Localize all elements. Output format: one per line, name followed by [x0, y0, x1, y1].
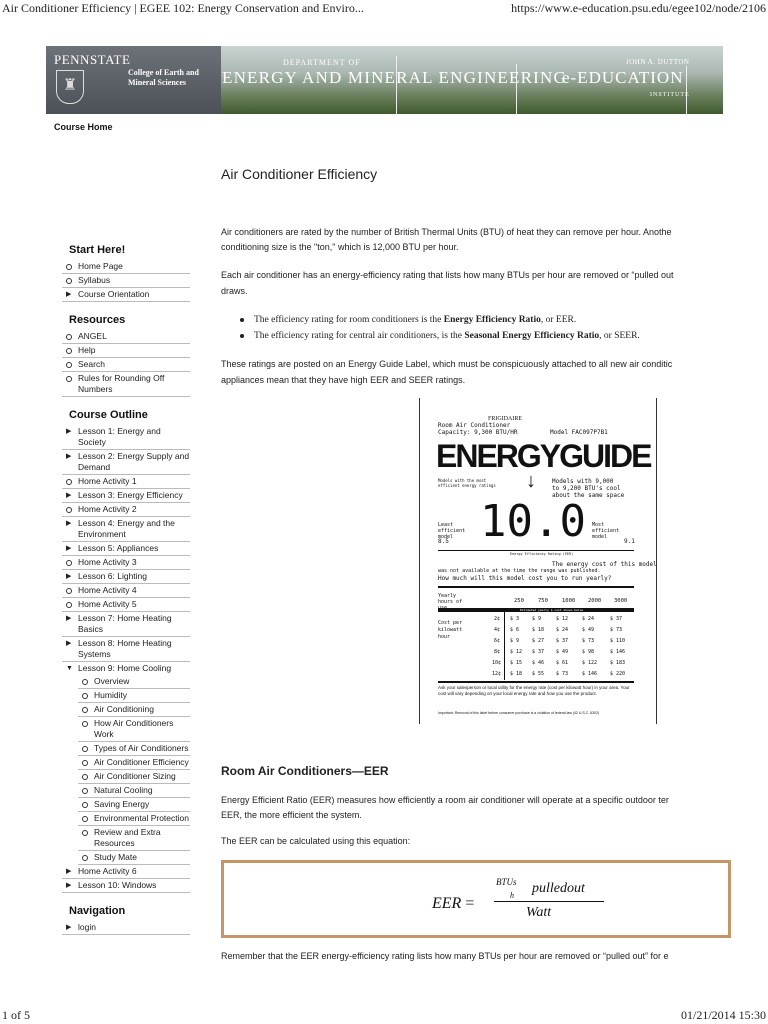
- sidebar-item-label: login: [78, 922, 96, 932]
- sidebar-item-label: Review and Extra Resources: [94, 827, 161, 848]
- sidebar-item-label: Help: [78, 345, 96, 355]
- eedu-institute: INSTITUTE: [650, 92, 690, 98]
- equation-lhs: EER =: [432, 895, 475, 912]
- sidebar-subitem-ac-sizing[interactable]: [78, 770, 190, 784]
- label-row-val: $ 27: [532, 638, 545, 644]
- label-table-bottom-rule: [438, 681, 634, 683]
- bullet-icon: [66, 376, 72, 382]
- label-row-rate: 4¢: [494, 627, 501, 633]
- label-row-val: $ 6: [510, 627, 520, 633]
- print-page-number: 1 of 5: [2, 1008, 30, 1022]
- bullet-term-eer: Energy Efficiency Ratio: [443, 315, 541, 325]
- dept-name: ENERGY AND MINERAL ENGINEERING: [222, 68, 567, 87]
- label-table-divider: [504, 612, 505, 680]
- sidebar-item-label: How Air Conditioners Work: [94, 718, 174, 739]
- bullet-icon: [82, 693, 88, 699]
- sidebar-subitem-saving-energy[interactable]: [78, 798, 190, 812]
- psu-shield-icon: ♜: [56, 70, 84, 104]
- label-row-val: $ 37: [610, 616, 623, 622]
- sidebar-item-home-activity-5[interactable]: [62, 598, 190, 612]
- sidebar-item-label: Course Orientation: [78, 289, 150, 299]
- sidebar-item-angel[interactable]: [62, 330, 190, 344]
- chevron-right-icon: ▶: [66, 868, 72, 875]
- sidebar-item-label: Lesson 10: Windows: [78, 880, 157, 890]
- label-row-val: $ 46: [532, 660, 545, 666]
- label-row-rate: 2¢: [494, 616, 501, 622]
- sidebar-subitem-overview[interactable]: [78, 675, 190, 689]
- label-row-val: $ 73: [556, 671, 569, 677]
- sidebar-item-lesson-9[interactable]: [62, 662, 190, 675]
- label-row-val: $ 110: [610, 638, 626, 644]
- label-row-rate: 8¢: [494, 649, 501, 655]
- paragraph-btu-line1: Air conditioners are rated by the number of British Thermal Units (BTU) of heat they can remove per hour. Anothe: [221, 227, 672, 237]
- label-table-top-rule: [438, 586, 634, 588]
- sidebar-item-label: Lesson 7: Home Heating Basics: [78, 613, 172, 634]
- bullet-icon: [66, 507, 72, 513]
- energy-guide-label-image: [419, 398, 657, 724]
- label-row-val: $ 49: [582, 627, 595, 633]
- sidebar-item-home-activity-6[interactable]: [62, 865, 190, 879]
- label-compare-right-3: about the same space: [552, 492, 625, 499]
- sidebar-subitem-how-ac-work[interactable]: [78, 717, 190, 742]
- bullet-icon: [82, 707, 88, 713]
- label-least-value: 8.5: [438, 538, 449, 545]
- label-row-val: $ 122: [582, 660, 598, 666]
- sidebar-item-label: Lesson 8: Home Heating Systems: [78, 638, 172, 659]
- page-title: Air Conditioner Efficiency: [221, 166, 378, 182]
- sidebar-subitem-humidity[interactable]: [78, 689, 190, 703]
- bullet-icon: [82, 788, 88, 794]
- label-capacity: Capacity: 9,300 BTU/HR: [438, 429, 518, 436]
- sidebar-item-lesson-4[interactable]: [62, 517, 190, 542]
- chevron-right-icon: ▶: [66, 640, 72, 647]
- equation-pulledout: pulledout: [532, 881, 585, 896]
- sidebar-item-lesson-7[interactable]: [62, 612, 190, 637]
- sidebar-item-lesson-10[interactable]: [62, 879, 190, 893]
- chevron-right-icon: ▶: [66, 615, 72, 622]
- sidebar-heading-start-here: Start Here!: [69, 244, 126, 256]
- print-footer: [0, 1006, 768, 1024]
- label-hours-1000: 1000: [562, 598, 576, 604]
- bullet-icon: [66, 362, 72, 368]
- sidebar-item-label: Lesson 4: Energy and the Environment: [78, 518, 175, 539]
- sidebar-item-label: Overview: [94, 676, 130, 686]
- label-row-rate: 10¢: [492, 660, 502, 666]
- label-most-efficient: Most efficient model: [592, 522, 620, 540]
- paragraph-eer-equation-intro: The EER can be calculated using this equation:: [221, 836, 411, 846]
- paragraph-eer-reminder: Remember that the EER energy-efficiency rating lists how many BTUs per hour are removed or “pulled out” for e: [221, 951, 669, 961]
- eedu-name: e-EDUCATION: [562, 68, 684, 87]
- label-row-val: $ 37: [532, 649, 545, 655]
- sidebar-item-lesson-2[interactable]: [62, 450, 190, 475]
- bullet-icon: [66, 602, 72, 608]
- sidebar-heading-resources: Resources: [69, 314, 126, 326]
- paragraph-rating-line2: draws.: [221, 286, 248, 296]
- sidebar-item-lesson-3[interactable]: [62, 489, 190, 503]
- sidebar-item-home-activity-2[interactable]: [62, 503, 190, 517]
- print-page-url: https://www.e-education.psu.edu/egee102/node/2106: [511, 1, 766, 15]
- print-datetime: 01/21/2014 15:30: [680, 1008, 766, 1022]
- label-model: Model FAC097P7B1: [550, 429, 608, 436]
- label-compare-right-2: to 9,200 BTU's cool: [552, 485, 621, 492]
- label-row-rate: 12¢: [492, 671, 502, 677]
- chevron-right-icon: ▶: [66, 924, 72, 931]
- label-row-val: $ 183: [610, 660, 626, 666]
- college-name: College of Earth and Mineral Sciences: [128, 68, 199, 87]
- sidebar-course-outline: [62, 409, 190, 893]
- chevron-right-icon: ▶: [66, 291, 72, 298]
- bullet-icon: [66, 278, 72, 284]
- bullet-icon: [66, 348, 72, 354]
- bullet-icon: [82, 774, 88, 780]
- label-eer-value: 10.0: [480, 496, 586, 547]
- bullet-icon: [66, 479, 72, 485]
- label-compare-right-1: Models with 9,000: [552, 478, 614, 485]
- chevron-right-icon: ▶: [66, 453, 72, 460]
- bullet-icon: [82, 760, 88, 766]
- paragraph-label-line1: These ratings are posted on an Energy Guide Label, which must be conspicuously attached to all new air conditic: [221, 359, 673, 369]
- label-hours-250: 250: [514, 598, 524, 604]
- bullet-icon: [66, 264, 72, 270]
- label-row-val: $ 37: [556, 638, 569, 644]
- sidebar-item-label: Search: [78, 359, 105, 369]
- sidebar-subitem-natural-cooling[interactable]: [78, 784, 190, 798]
- label-cost-line2: was not available at the time the range was published.: [438, 568, 601, 574]
- label-scale-caption: Energy Efficiency Rating (EER): [510, 552, 574, 556]
- sidebar-item-home-activity-4[interactable]: [62, 584, 190, 598]
- equation-watt: Watt: [526, 905, 552, 920]
- sidebar-start-here: [62, 244, 190, 302]
- breadcrumb-course-home[interactable]: Course Home: [54, 122, 113, 132]
- chevron-right-icon: ▶: [66, 428, 72, 435]
- label-most-value: 9.1: [624, 538, 635, 545]
- print-page-title: Air Conditioner Efficiency | EGEE 102: Energy Conservation and Enviro...: [2, 1, 364, 15]
- label-row-val: $ 18: [510, 671, 523, 677]
- label-cost-line1: The energy cost of this model: [552, 561, 657, 568]
- sidebar-item-label: Natural Cooling: [94, 785, 153, 795]
- sidebar-item-label: Lesson 9: Home Cooling: [78, 663, 172, 673]
- sidebar-heading-navigation: Navigation: [69, 905, 126, 917]
- label-row-val: $ 24: [556, 627, 569, 633]
- sidebar-item-syllabus[interactable]: [62, 274, 190, 288]
- sidebar-item-label: Saving Energy: [94, 799, 150, 809]
- bullet-icon: [66, 560, 72, 566]
- paragraph-label-line2: appliances mean that they have high EER and SEER ratings.: [221, 375, 466, 385]
- bullet-icon: [82, 679, 88, 685]
- equation-h: h: [510, 891, 514, 900]
- label-scale-line: [438, 550, 634, 551]
- sidebar-item-label: Types of Air Conditioners: [94, 743, 189, 753]
- sidebar-item-lesson-8[interactable]: [62, 637, 190, 662]
- sidebar-item-course-orientation[interactable]: [62, 288, 190, 302]
- bullet-icon: [82, 802, 88, 808]
- sidebar-item-home-activity-3[interactable]: [62, 556, 190, 570]
- sidebar-subitem-ac-efficiency[interactable]: [78, 756, 190, 770]
- equation-fraction-bar: [494, 901, 604, 902]
- label-row-val: $ 220: [610, 671, 626, 677]
- sidebar-item-label: Syllabus: [78, 275, 111, 285]
- sidebar-item-home-page[interactable]: [62, 260, 190, 274]
- label-row-val: $ 61: [556, 660, 569, 666]
- bullet-icon: [82, 746, 88, 752]
- label-row-val: $ 18: [532, 627, 545, 633]
- bullet-text: The efficiency rating for room conditioners is the: [254, 315, 444, 325]
- label-compare-left: Models with the most efficient energy ratings: [438, 478, 496, 488]
- bullet-icon: [82, 721, 88, 727]
- label-row-val: $ 49: [556, 649, 569, 655]
- paragraph-rating-line1: Each air conditioner has an energy-efficiency rating that lists how many BTUs per hour are removed or “pulled out: [221, 270, 674, 280]
- label-cost-question: How much will this model cost you to run yearly?: [438, 575, 612, 582]
- paragraph-btu-line2: conditioning size is the "ton," which is 12,000 BTU per hour.: [221, 242, 459, 252]
- label-hours-label: Yearly hours of: [438, 593, 463, 605]
- bullet-icon: [66, 588, 72, 594]
- bullet-icon: [82, 816, 88, 822]
- sidebar-item-label: Lesson 6: Lighting: [78, 571, 147, 581]
- chevron-right-icon: ▶: [66, 882, 72, 889]
- label-energyguide-title: ENERGYGUIDE: [436, 438, 651, 474]
- sidebar-item-label: Air Conditioner Efficiency: [94, 757, 189, 767]
- sidebar-item-rounding-rules[interactable]: [62, 372, 190, 397]
- sidebar-item-label: Study Mate: [94, 852, 137, 862]
- sidebar-item-help[interactable]: [62, 344, 190, 358]
- label-row-val: $ 73: [582, 638, 595, 644]
- label-row-val: $ 12: [510, 649, 523, 655]
- label-hours-750: 750: [538, 598, 548, 604]
- bullet-icon: [82, 855, 88, 861]
- chevron-down-icon: ▼: [66, 665, 73, 672]
- paragraph-eer-line2: EER, the more efficient the system.: [221, 810, 362, 820]
- label-foot-note: Ask your salesperson or local utility for the energy rate (cost per kilowatt hour) in your area. Your cost will vary depending on your local energy rate and how you use the product.: [438, 685, 630, 696]
- label-row-val: $ 12: [556, 616, 569, 622]
- sidebar-item-label: Lesson 1: Energy and Society: [78, 426, 161, 447]
- label-row-val: $ 73: [610, 627, 623, 633]
- sidebar-item-label: Lesson 3: Energy Efficiency: [78, 490, 183, 500]
- label-row-val: $ 98: [582, 649, 595, 655]
- label-row-val: $ 9: [532, 616, 542, 622]
- sidebar-item-search[interactable]: [62, 358, 190, 372]
- sidebar-item-label: Home Activity 1: [78, 476, 137, 486]
- label-row-val: $ 9: [510, 638, 520, 644]
- sidebar-item-label: Home Activity 5: [78, 599, 137, 609]
- sidebar-item-label: Lesson 5: Appliances: [78, 543, 159, 553]
- label-row-val: $ 146: [582, 671, 598, 677]
- label-row-val: $ 3: [510, 616, 520, 622]
- psu-logo-block[interactable]: [46, 46, 221, 114]
- sidebar-item-label: ANGEL: [78, 331, 107, 341]
- sidebar-subitem-review[interactable]: [78, 826, 190, 851]
- paragraph-eer-line1: Energy Efficient Ratio (EER) measures how efficiently a room air conditioner will operate at a specific outdoor ter: [221, 795, 669, 805]
- label-hours-2000: 2000: [588, 598, 602, 604]
- sidebar-subitem-air-conditioning[interactable]: [78, 703, 190, 717]
- chevron-right-icon: ▶: [66, 520, 72, 527]
- equation-btus: BTUs: [496, 877, 517, 887]
- site-banner[interactable]: [46, 46, 723, 114]
- sidebar-item-home-activity-1[interactable]: [62, 475, 190, 489]
- bullet-seer: [240, 328, 640, 344]
- psu-wordmark: PENNSTATE: [54, 52, 131, 67]
- label-row-rate: 6¢: [494, 638, 501, 644]
- label-product: Room Air Conditioner: [438, 422, 511, 429]
- label-row-val: $ 146: [610, 649, 626, 655]
- sidebar-navigation: [62, 905, 190, 935]
- chevron-right-icon: ▶: [66, 492, 72, 499]
- label-cost-per-kwh: Cost per kilowatt hour: [438, 620, 463, 640]
- bullet-text: , or EER.: [540, 315, 577, 325]
- print-header: [0, 0, 768, 18]
- sidebar-item-label: Home Activity 3: [78, 557, 137, 567]
- label-least-efficient: Least efficient model: [438, 522, 466, 540]
- sidebar-item-label: Home Activity 2: [78, 504, 137, 514]
- label-row-val: $ 24: [582, 616, 595, 622]
- sidebar-item-label: Environmental Protection: [94, 813, 189, 823]
- bullet-icon: [82, 830, 88, 836]
- label-table-caption: Estimated yearly $ cost shown below: [520, 608, 584, 612]
- sidebar-sublist-lesson-9: [78, 675, 190, 865]
- bullet-term-seer: Seasonal Energy Efficiency Ratio: [464, 331, 600, 341]
- bullet-text: The efficiency rating for central air conditioners, is the: [254, 331, 465, 341]
- bullet-eer: [240, 312, 640, 328]
- sidebar-heading-course-outline: Course Outline: [69, 409, 148, 421]
- sidebar-item-login[interactable]: [62, 921, 190, 935]
- sidebar-item-label: Air Conditioner Sizing: [94, 771, 176, 781]
- chevron-right-icon: ▶: [66, 545, 72, 552]
- sidebar-subitem-environmental-protection[interactable]: [78, 812, 190, 826]
- bullet-icon: [66, 334, 72, 340]
- chevron-right-icon: ▶: [66, 573, 72, 580]
- sidebar-subitem-study-mate[interactable]: [78, 851, 190, 865]
- sidebar-item-lesson-5[interactable]: [62, 542, 190, 556]
- section-heading-eer: Room Air Conditioners—EER: [221, 764, 389, 778]
- sidebar-item-label: Home Activity 6: [78, 866, 137, 876]
- sidebar-item-label: Humidity: [94, 690, 128, 700]
- bullet-text: , or SEER.: [599, 331, 640, 341]
- sidebar-item-lesson-1[interactable]: [62, 425, 190, 450]
- sidebar-resources: [62, 314, 190, 397]
- efficiency-bullet-list: [240, 312, 640, 344]
- eedu-label: JOHN A. DUTTON: [626, 58, 690, 66]
- label-arrow-down-icon: ↓: [526, 470, 536, 492]
- sidebar-item-label: Rules for Rounding Off Numbers: [78, 373, 165, 394]
- sidebar-item-lesson-6[interactable]: [62, 570, 190, 584]
- sidebar: [62, 244, 190, 947]
- dept-label: DEPARTMENT OF: [283, 58, 361, 67]
- sidebar-item-label: Air Conditioning: [94, 704, 155, 714]
- label-brand: FRIGIDAIRE: [488, 416, 522, 422]
- label-row-val: $ 15: [510, 660, 523, 666]
- sidebar-item-label: Home Page: [78, 261, 123, 271]
- sidebar-subitem-types-of-ac[interactable]: [78, 742, 190, 756]
- sidebar-item-label: Lesson 2: Energy Supply and Demand: [78, 451, 190, 472]
- eer-equation-box: [221, 860, 731, 938]
- label-row-val: $ 55: [532, 671, 545, 677]
- label-hours-3000: 3000: [614, 598, 628, 604]
- sidebar-item-label: Home Activity 4: [78, 585, 137, 595]
- label-foot-important: Important: Removal of this label before consumer purchase is a violation of federal law (42 U.S.C. 6302): [438, 711, 600, 715]
